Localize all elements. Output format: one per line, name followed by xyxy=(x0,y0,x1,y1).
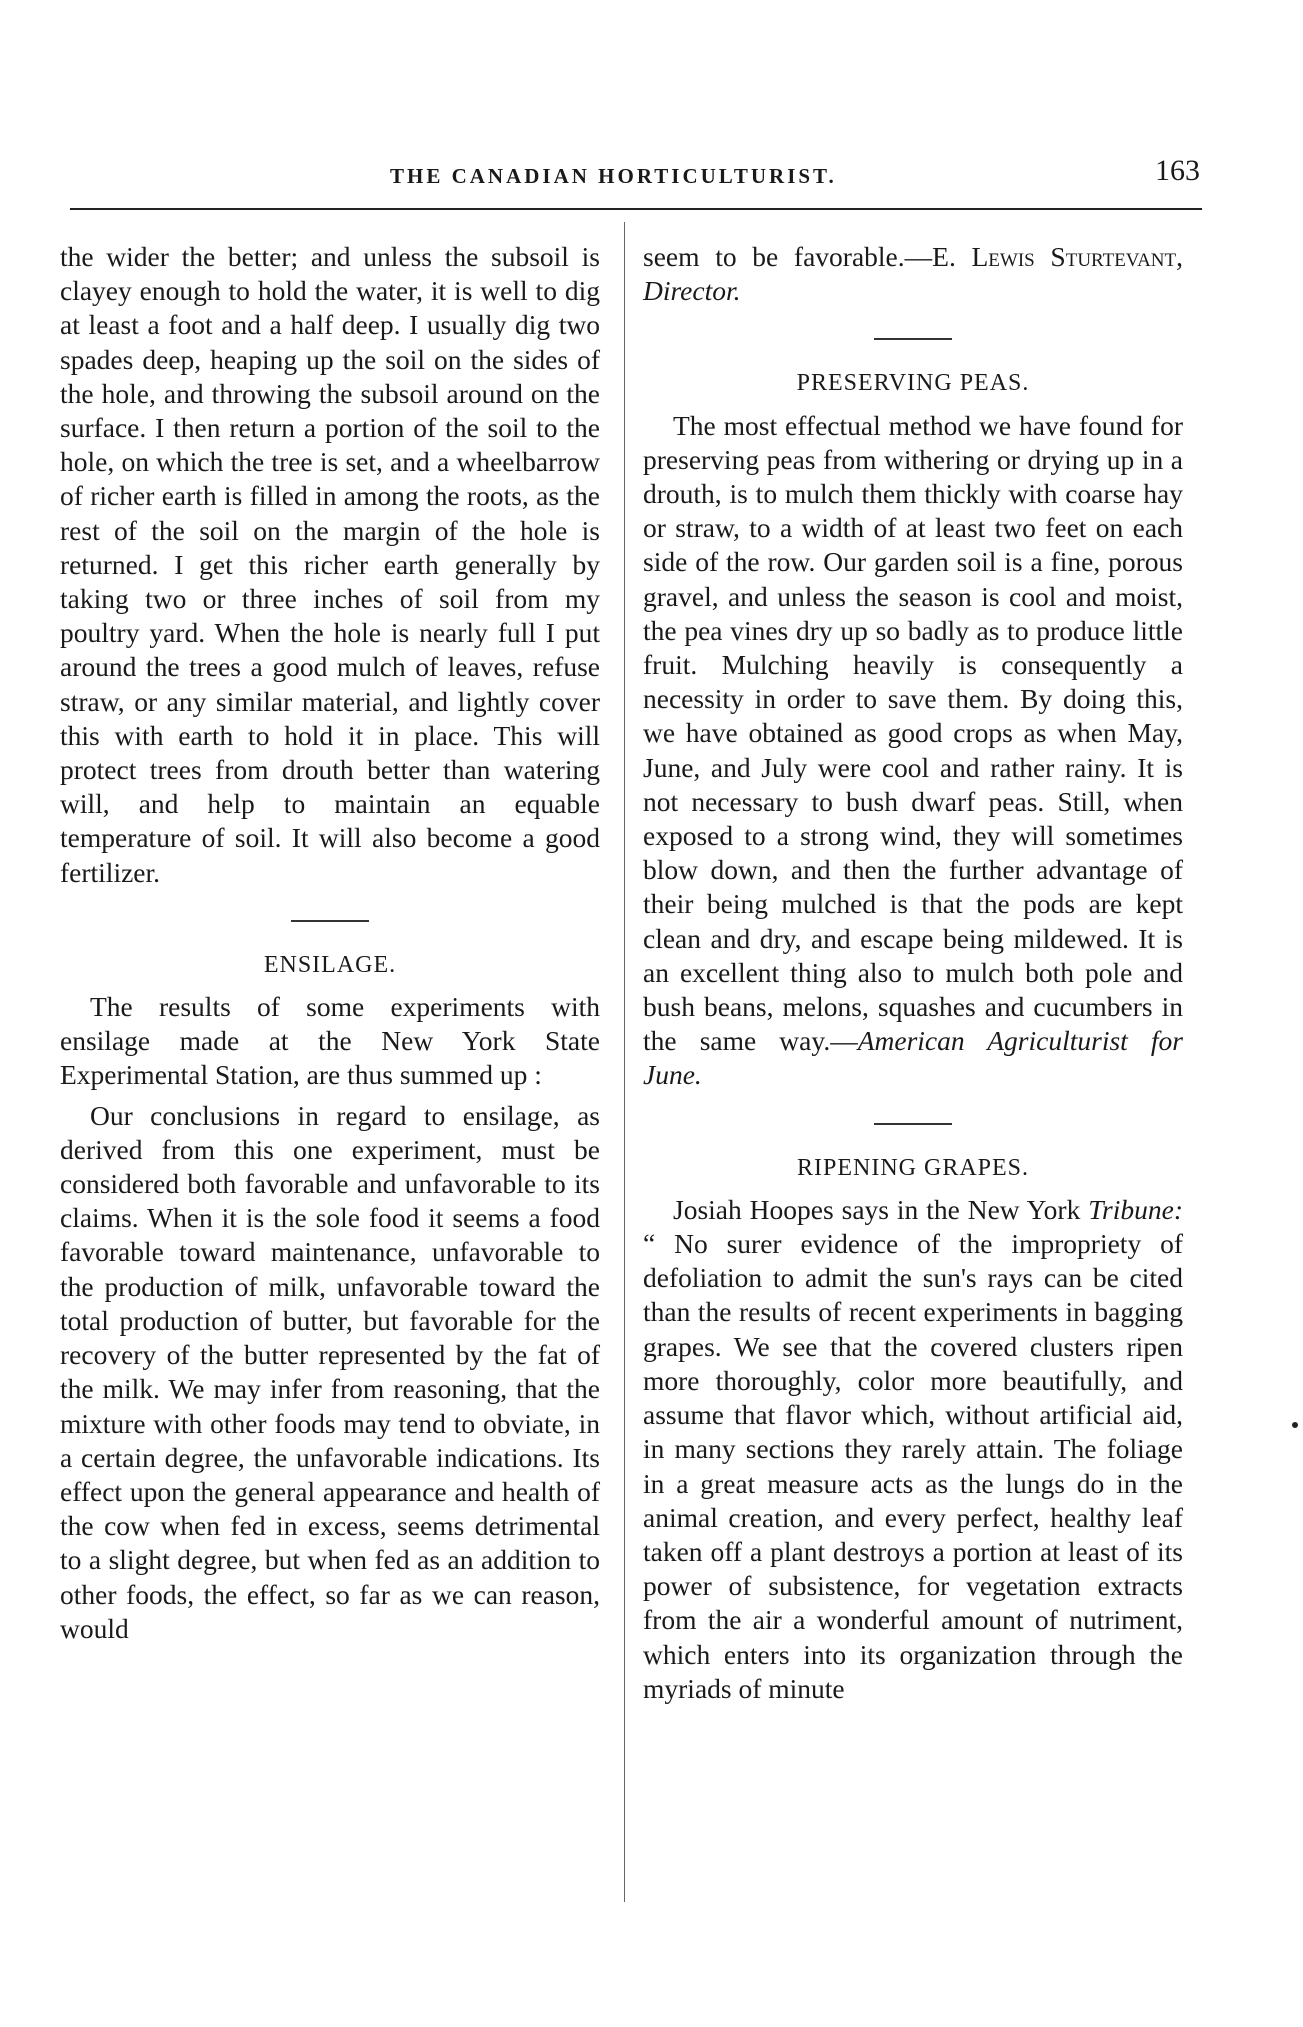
continuation-paragraph: the wider the better; and unless the subsoil is clayey enough to hold the water, it is well to dig at least a foot and a half deep. I usually dig two spades deep, heaping up the soil on the sides of the hole, and throwing the subsoil around on the surface. I then return a portion of the soil to the hole, on which the tree is set, and a wheelbarrow of richer earth is filled in among the roots, as the rest of the soil on the margin of the hole is returned. I get this richer earth generally by taking two or three inches of soil from my poultry yard. When the hole is nearly full I put around the trees a good mulch of leaves, refuse straw, or any similar material, and lightly cover this with earth to hold it in place. This will protect trees from drouth better than watering will, and help to maintain an equable temperature of soil. It will also become a good fertilizer. xyxy=(60,241,600,888)
continuation-text: seem to be favorable.— xyxy=(643,241,933,272)
column-divider xyxy=(624,222,625,1902)
peas-source: American Agriculturist for June. xyxy=(643,1025,1183,1091)
grapes-body-text: “ No surer evidence of the impropriety of defoliation to admit the sun's rays can be cited than the results of recent experiments in bagging grapes. We see that the covered clusters ripen more thoroughly, color more beautifully, and assume that flavor which, without artificial aid, in many sections they rarely attain. The foliage in a great measure acts as the lungs do in the animal creation, and every perfect, healthy leaf taken off a plant destroys a portion at least of its power of subsistence, for vegetation extracts from the air a wonderful amount of nutriment, which enters into its organization through the myriads of minute xyxy=(643,1228,1183,1704)
journal-title: THE CANADIAN HORTICULTURIST. xyxy=(390,164,837,188)
grapes-body-lead: Josiah Hoopes says in the New York xyxy=(673,1193,1081,1225)
author-title: Director. xyxy=(643,275,741,307)
peas-body-paragraph xyxy=(643,409,1183,1093)
section-heading-ensilage: ENSILAGE. xyxy=(263,951,397,978)
section-separator xyxy=(874,338,952,340)
author-name: E. Lewis Sturtevant, xyxy=(932,241,1183,272)
left-column xyxy=(60,240,600,1646)
grapes-body-paragraph xyxy=(643,1193,1183,1706)
margin-mark xyxy=(1292,1422,1298,1428)
section-heading-peas: PRESERVING PEAS. xyxy=(796,370,1030,397)
continuation-paragraph xyxy=(643,240,1183,308)
section-heading-grapes: RIPENING GRAPES. xyxy=(796,1154,1030,1181)
running-header xyxy=(60,148,1200,198)
peas-body-text: The most effectual method we have found for preserving peas from withering or drying up in a drouth, is to mulch them thickly with coarse hay or straw, to a width of at least two feet on each side of the row. Our garden soil is a fine, porous gravel, and unless the season is cool and moist, the pea vines dry up so badly as to produce little fruit. Mulching heavily is consequently a necessity in order to save them. By doing this, we have obtained as good crops as when May, June, and July were cool and rather rainy. It is not necessary to bush dwarf peas. Still, when exposed to a strong wind, they will sometimes blow down, and then the further advantage of their being mulched is that the pods are kept clean and dry, and escape being mildewed. It is an excellent thing also to mulch both pole and bush beans, melons, squashes and cucumbers in the same way.— xyxy=(643,409,1183,1057)
header-rule xyxy=(70,208,1202,210)
grapes-source: Tribune: xyxy=(1088,1193,1183,1225)
page-number: 163 xyxy=(1155,154,1200,187)
right-column xyxy=(643,240,1183,1706)
ensilage-body-paragraph: Our conclusions in regard to ensilage, as derived from this one experiment, must be considered both favorable and unfavorable to its claims. When it is the sole food it seems a food favorable toward maintenance, unfavorable to the production of milk, unfavorable toward the total production of butter, but favorable for the recovery of the butter represented by the fat of the milk. We may infer from reasoning, that the mixture with other foods may tend to obviate, in a certain degree, the unfavorable indications. Its effect upon the general appearance and health of the cow when fed in excess, seems detrimental to a slight degree, but when fed as an addition to other foods, the effect, so far as we can reason, would xyxy=(60,1099,600,1644)
section-separator xyxy=(874,1123,952,1125)
ensilage-intro-paragraph: The results of some experiments with ensilage made at the New York State Experimental Station, are thus summed up : xyxy=(60,991,600,1091)
section-separator xyxy=(291,920,369,922)
